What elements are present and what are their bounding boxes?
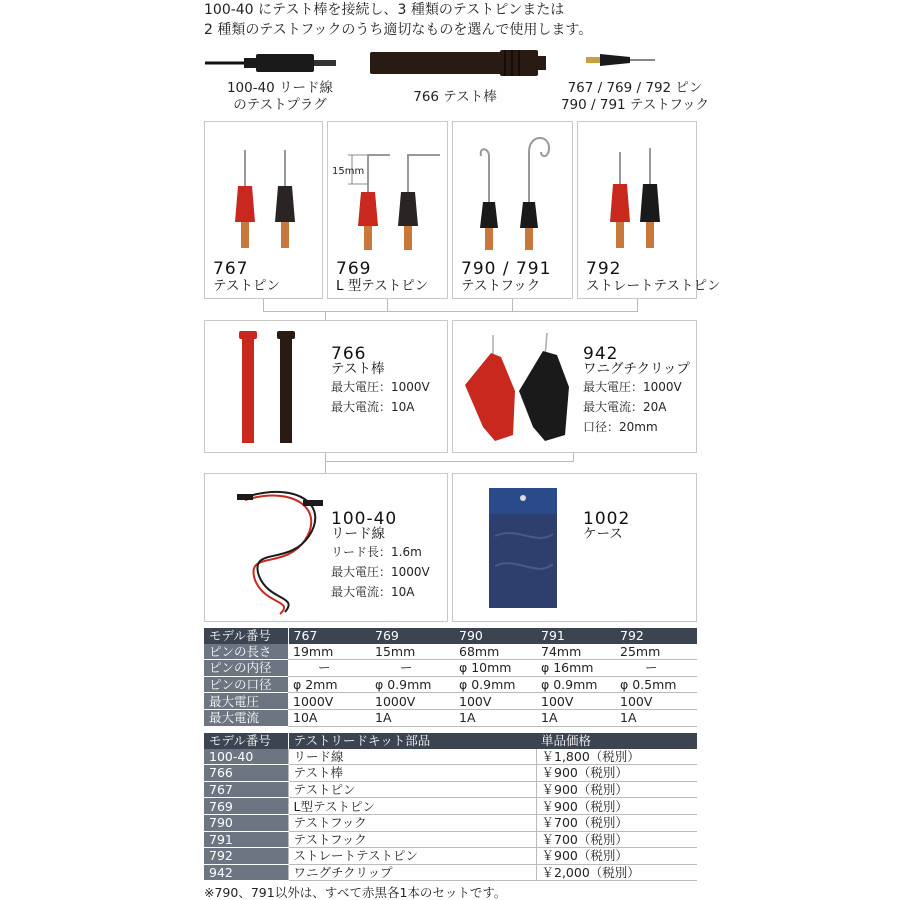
pin-769-dimension: 15mm: [332, 166, 365, 177]
connector: [637, 299, 638, 311]
test-rod-pair-image: [225, 329, 305, 447]
connector: [263, 299, 264, 311]
card-100-40-spec-2: 最大電圧：1000V: [331, 565, 430, 579]
pin-767-num: 767: [213, 259, 249, 279]
row-label: 最大電圧: [204, 693, 288, 710]
table-row: [204, 709, 697, 726]
pin-792-name: ストレートテストピン: [586, 278, 721, 294]
card-766-num: 766: [331, 344, 367, 364]
cell: 1A: [370, 709, 454, 726]
price-header-model: モデル番号: [204, 733, 288, 749]
price-model: 767: [204, 781, 288, 798]
pin-767-name: テストピン: [213, 278, 280, 294]
test-rod-image: [370, 50, 546, 76]
spec-header-label: モデル番号: [204, 628, 288, 644]
intro-line-2: 2 種類のテストフックのうち適切なものを選んで使用します。: [204, 22, 593, 38]
price-model: 791: [204, 831, 288, 848]
card-942-name: ワニグチクリップ: [583, 361, 690, 377]
cell: φ 16mm: [536, 660, 615, 677]
cell: 100V: [536, 693, 615, 710]
cell: 1000V: [370, 693, 454, 710]
connector: [325, 311, 326, 320]
price-model: 790: [204, 814, 288, 831]
connector: [325, 461, 574, 462]
card-942-spec-1: 最大電圧：1000V: [583, 380, 682, 394]
price-part: テストフック: [288, 831, 536, 848]
pin-790-791-image: [453, 122, 572, 257]
pin-769-num: 769: [336, 259, 372, 279]
table-row: [204, 765, 697, 782]
alligator-clip-image: [453, 331, 583, 446]
test-plug-image: [205, 54, 336, 72]
cell: φ 0.9mm: [370, 676, 454, 693]
price-value: ￥900（税別）: [536, 798, 697, 815]
spec-table-header: [204, 628, 697, 644]
cell: 100V: [615, 693, 697, 710]
connector: [263, 311, 638, 312]
connector: [325, 452, 326, 461]
cell: ー: [370, 660, 454, 677]
cell: ー: [615, 660, 697, 677]
price-value: ￥2,000（税別）: [536, 864, 697, 881]
spec-table: [204, 628, 697, 727]
price-value: ￥1,800（税別）: [536, 749, 697, 765]
cell: φ 0.9mm: [454, 676, 536, 693]
table-row: [204, 848, 697, 865]
spec-header-model: 790: [454, 628, 536, 644]
cell: φ 0.5mm: [615, 676, 697, 693]
cell: 68mm: [454, 644, 536, 660]
cell: 15mm: [370, 644, 454, 660]
card-100-40-spec-1: リード長：1.6m: [331, 545, 422, 559]
card-942-spec-3: 口径：20mm: [583, 420, 658, 434]
cell: 100V: [454, 693, 536, 710]
table-row: [204, 798, 697, 815]
spec-header-model: 769: [370, 628, 454, 644]
table-row: [204, 781, 697, 798]
spec-header-model: 792: [615, 628, 697, 644]
price-part: ワニグチクリップ: [288, 864, 536, 881]
card-100-40-name: リード線: [331, 526, 385, 542]
case-image: [487, 486, 561, 612]
test-pin-image: [586, 54, 655, 66]
table-row: [204, 644, 697, 660]
card-766: [204, 320, 448, 453]
price-part: L型テストピン: [288, 798, 536, 815]
components-illustration: [200, 42, 720, 82]
price-model: 766: [204, 765, 288, 782]
row-label: ピンの内径: [204, 660, 288, 677]
rod-label: 766 テスト棒: [413, 89, 497, 105]
price-header-part: テストリードキット部品: [288, 733, 536, 749]
pin-label: 767 / 769 / 792 ピン 790 / 791 テストフック: [560, 80, 710, 113]
spec-header-model: 767: [288, 628, 370, 644]
price-part: リード線: [288, 749, 536, 765]
table-row: [204, 814, 697, 831]
price-model: 769: [204, 798, 288, 815]
pin-card-790-791: [452, 121, 573, 299]
card-942-num: 942: [583, 344, 619, 364]
cell: 1000V: [288, 693, 370, 710]
card-1002-name: ケース: [583, 526, 623, 542]
cell: 1A: [454, 709, 536, 726]
table-row: [204, 864, 697, 881]
table-row: [204, 660, 697, 677]
connector: [573, 452, 574, 461]
table-row: [204, 676, 697, 693]
price-model: 100-40: [204, 749, 288, 765]
price-part: テスト棒: [288, 765, 536, 782]
pin-769-image: [328, 122, 447, 257]
pin-card-769: [327, 121, 448, 299]
price-header-price: 単品価格: [536, 733, 697, 749]
cell: ー: [288, 660, 370, 677]
lead-wire-image: [225, 480, 335, 618]
pin-790-791-name: テストフック: [461, 278, 541, 294]
connector: [512, 299, 513, 311]
card-942-spec-2: 最大電流：20A: [583, 400, 667, 414]
pin-792-num: 792: [586, 259, 622, 279]
pin-card-767: [204, 121, 323, 299]
table-row: [204, 749, 697, 765]
price-value: ￥900（税別）: [536, 765, 697, 782]
price-value: ￥700（税別）: [536, 814, 697, 831]
cell: 1A: [536, 709, 615, 726]
price-table: [204, 733, 697, 881]
card-766-spec-2: 最大電流：10A: [331, 400, 415, 414]
pin-792-image: [578, 122, 696, 257]
intro-text: [204, 0, 592, 40]
intro-line-1: 100-40 にテスト棒を接続し、3 種類のテストピンまたは: [204, 2, 565, 18]
price-model: 792: [204, 848, 288, 865]
cell: 74mm: [536, 644, 615, 660]
price-model: 942: [204, 864, 288, 881]
card-766-spec-1: 最大電圧：1000V: [331, 380, 430, 394]
cell: 1A: [615, 709, 697, 726]
price-table-header: [204, 733, 697, 749]
table-row: [204, 693, 697, 710]
cell: 25mm: [615, 644, 697, 660]
row-label: 最大電流: [204, 709, 288, 726]
price-value: ￥900（税別）: [536, 848, 697, 865]
pin-card-792: [577, 121, 721, 299]
card-942: [452, 320, 697, 453]
table-row: [204, 831, 697, 848]
price-value: ￥900（税別）: [536, 781, 697, 798]
price-value: ￥700（税別）: [536, 831, 697, 848]
spec-header-model: 791: [536, 628, 615, 644]
row-label: ピンの長さ: [204, 644, 288, 660]
row-label: ピンの口径: [204, 676, 288, 693]
pin-769-name: L 型テストピン: [336, 278, 429, 294]
pin-767-image: [205, 122, 322, 257]
price-part: テストフック: [288, 814, 536, 831]
cell: φ 2mm: [288, 676, 370, 693]
cell: φ 0.9mm: [536, 676, 615, 693]
card-100-40: [204, 473, 448, 622]
pin-790-791-num: 790 / 791: [461, 259, 552, 279]
card-766-name: テスト棒: [331, 361, 385, 377]
footnote: ※790、791以外は、すべて赤黒各1本のセットです。: [204, 885, 507, 900]
price-part: テストピン: [288, 781, 536, 798]
card-100-40-num: 100-40: [331, 509, 398, 529]
cell: 10A: [288, 709, 370, 726]
cell: φ 10mm: [454, 660, 536, 677]
card-1002-num: 1002: [583, 509, 631, 529]
card-100-40-spec-3: 最大電流：10A: [331, 585, 415, 599]
connector: [387, 299, 388, 311]
price-part: ストレートテストピン: [288, 848, 536, 865]
cell: 19mm: [288, 644, 370, 660]
connector: [325, 461, 326, 473]
plug-label: 100-40 リード線 のテストプラグ: [226, 80, 334, 113]
card-1002: [452, 473, 697, 622]
